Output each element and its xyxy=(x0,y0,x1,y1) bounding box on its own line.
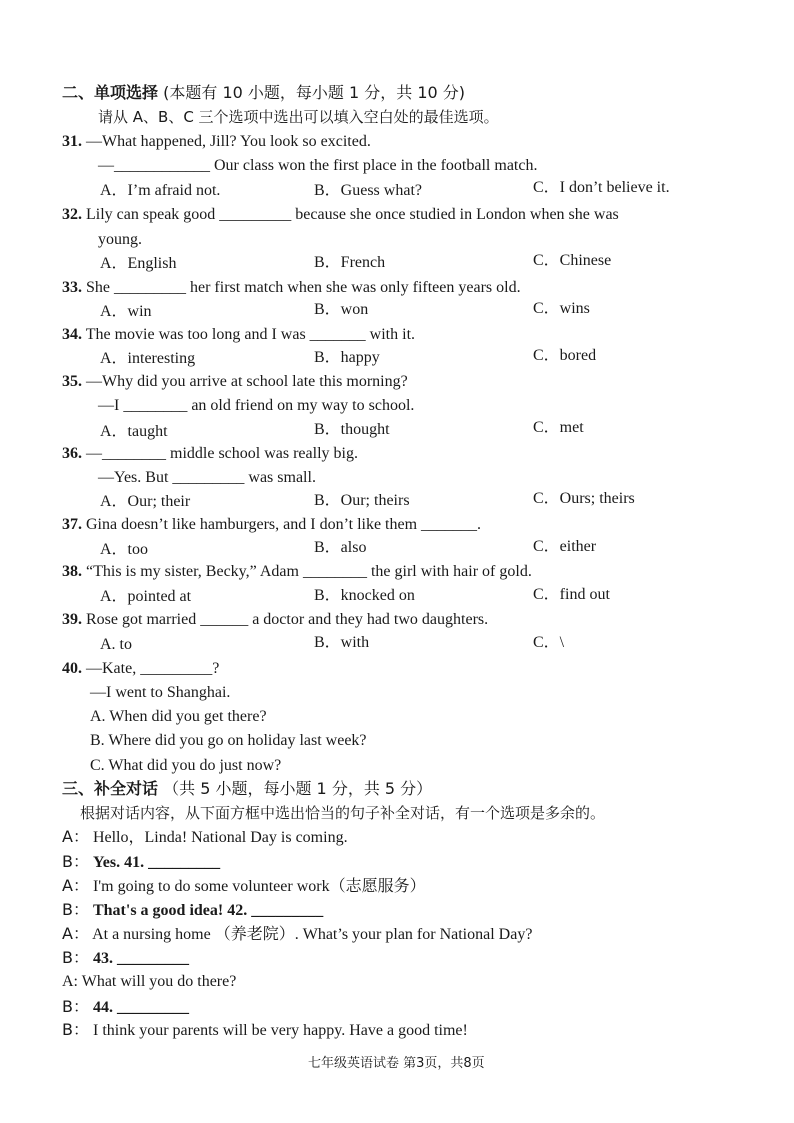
question-number: 34. xyxy=(62,326,82,343)
section-2-header xyxy=(62,83,465,103)
section-2-title: 二、单项选择 xyxy=(62,83,159,102)
option-a: A．taught xyxy=(100,423,168,440)
option-a: A．Our; their xyxy=(100,493,191,510)
question-text: —I went to Shanghai. xyxy=(90,684,231,701)
section-3-header xyxy=(62,779,432,799)
dialogue-text: I think your parents will be very happy. Have a good time! xyxy=(92,1022,468,1039)
question-text: —Kate, _________? xyxy=(86,660,220,677)
option-b: B．won xyxy=(314,301,369,318)
speaker: A: xyxy=(62,973,78,990)
question-number: 40. xyxy=(62,660,82,677)
section-3-title: 三、补全对话 xyxy=(62,779,159,798)
question-text: Gina doesn’t like hamburgers, and I don’t like them _______. xyxy=(86,516,482,533)
option-c: C．Ours; theirs xyxy=(533,490,635,507)
speaker: B： xyxy=(62,852,89,871)
question-number: 33. xyxy=(62,279,82,296)
option-a: A．pointed at xyxy=(100,588,192,605)
option-b: B．with xyxy=(314,634,370,651)
option-b: B．thought xyxy=(314,421,390,438)
speaker: B： xyxy=(62,997,89,1016)
dialogue-line xyxy=(62,997,189,1018)
dialogue-text: That's a good idea! 42. _________ xyxy=(92,902,324,919)
question-text: young. xyxy=(98,231,142,248)
option-b: B．Our; theirs xyxy=(314,492,410,509)
option-a: A. to xyxy=(100,636,132,653)
section-3-desc: （共 5 小题，每小题 1 分，共 5 分） xyxy=(163,779,433,798)
option-a: A．too xyxy=(100,541,149,558)
option-c: C．find out xyxy=(533,586,610,603)
option-c: C．\ xyxy=(533,634,565,651)
section-2-desc: (本题有 10 小题，每小题 1 分，共 10 分) xyxy=(163,83,466,102)
dialogue-line xyxy=(62,1020,468,1041)
option-c: C．Chinese xyxy=(533,252,612,269)
dialogue-text: Hello，Linda! National Day is coming. xyxy=(92,829,348,846)
question-number: 38. xyxy=(62,563,82,580)
question-number: 37. xyxy=(62,516,82,533)
dialogue-text: I'm going to do some volunteer work（志愿服务） xyxy=(92,878,426,895)
option-a: A. When did you get there? xyxy=(90,708,267,725)
question-number: 36. xyxy=(62,445,82,462)
question-text: —Yes. But _________ was small. xyxy=(98,469,316,486)
option-c: C．bored xyxy=(533,347,597,364)
dialogue-text: At a nursing home （养老院）. What’s your plan for National Day? xyxy=(92,926,533,943)
question-text: —________ middle school was really big. xyxy=(86,445,358,462)
question-text: —I ________ an old friend on my way to school. xyxy=(98,397,415,414)
dialogue-text: What will you do there? xyxy=(81,973,237,990)
question-37 xyxy=(62,515,481,535)
option-c: C. What did you do just now? xyxy=(90,757,282,774)
dialogue-line xyxy=(62,924,532,945)
question-number: 39. xyxy=(62,611,82,628)
option-c: C．either xyxy=(533,538,597,555)
speaker: A： xyxy=(62,827,89,846)
speaker: A： xyxy=(62,876,89,895)
option-b: B. Where did you go on holiday last week? xyxy=(90,732,367,749)
dialogue-line xyxy=(62,948,189,969)
question-38 xyxy=(62,562,532,582)
option-b: B．happy xyxy=(314,349,380,366)
option-b: B．also xyxy=(314,539,367,556)
question-text: Lily can speak good _________ because she once studied in London when she was xyxy=(86,206,619,223)
option-a: A．interesting xyxy=(100,350,196,367)
option-a: A．I’m afraid not. xyxy=(100,182,221,199)
question-text: —____________ Our class won the first place in the football match. xyxy=(98,157,538,174)
option-b: B．French xyxy=(314,254,386,271)
question-33 xyxy=(62,278,521,298)
question-number: 31. xyxy=(62,133,82,150)
question-34 xyxy=(62,325,415,345)
option-b: B．knocked on xyxy=(314,587,415,604)
dialogue-line xyxy=(62,876,426,897)
section-3-instruction: 根据对话内容，从下面方框中选出恰当的句子补全对话，有一个选项是多余的。 xyxy=(80,804,606,822)
option-b: B．Guess what? xyxy=(314,182,422,199)
section-2-instruction: 请从 A、B、C 三个选项中选出可以填入空白处的最佳选项。 xyxy=(98,108,499,126)
question-39 xyxy=(62,610,488,630)
option-c: C．wins xyxy=(533,300,590,317)
dialogue-line xyxy=(62,852,220,873)
option-c: C．I don’t believe it. xyxy=(533,179,670,196)
question-text: She _________ her first match when she was only fifteen years old. xyxy=(86,279,521,296)
question-text: “This is my sister, Becky,” Adam ________ the girl with hair of gold. xyxy=(86,563,532,580)
question-number: 35. xyxy=(62,373,82,390)
speaker: A： xyxy=(62,924,89,943)
dialogue-line xyxy=(62,900,323,921)
page-footer: 七年级英语试卷 第3页，共8页 xyxy=(308,1056,485,1071)
question-36 xyxy=(62,444,358,464)
question-text: —What happened, Jill? You look so excited. xyxy=(86,133,371,150)
option-c: C．met xyxy=(533,419,584,436)
dialogue-line xyxy=(62,827,348,848)
speaker: B： xyxy=(62,900,89,919)
dialogue-text: Yes. 41. _________ xyxy=(92,854,221,871)
dialogue-text: 44. _________ xyxy=(92,999,189,1016)
question-31 xyxy=(62,132,371,152)
question-35 xyxy=(62,372,408,392)
question-32 xyxy=(62,205,619,225)
question-number: 32. xyxy=(62,206,82,223)
question-text: The movie was too long and I was _______ with it. xyxy=(85,326,416,343)
option-a: A．win xyxy=(100,303,152,320)
speaker: B： xyxy=(62,948,89,967)
question-text: —Why did you arrive at school late this morning? xyxy=(86,373,408,390)
option-a: A．English xyxy=(100,255,177,272)
question-40 xyxy=(62,659,219,679)
dialogue-text: 43. _________ xyxy=(92,950,189,967)
speaker: B： xyxy=(62,1020,89,1039)
dialogue-line xyxy=(62,972,236,992)
question-text: Rose got married ______ a doctor and they had two daughters. xyxy=(86,611,489,628)
